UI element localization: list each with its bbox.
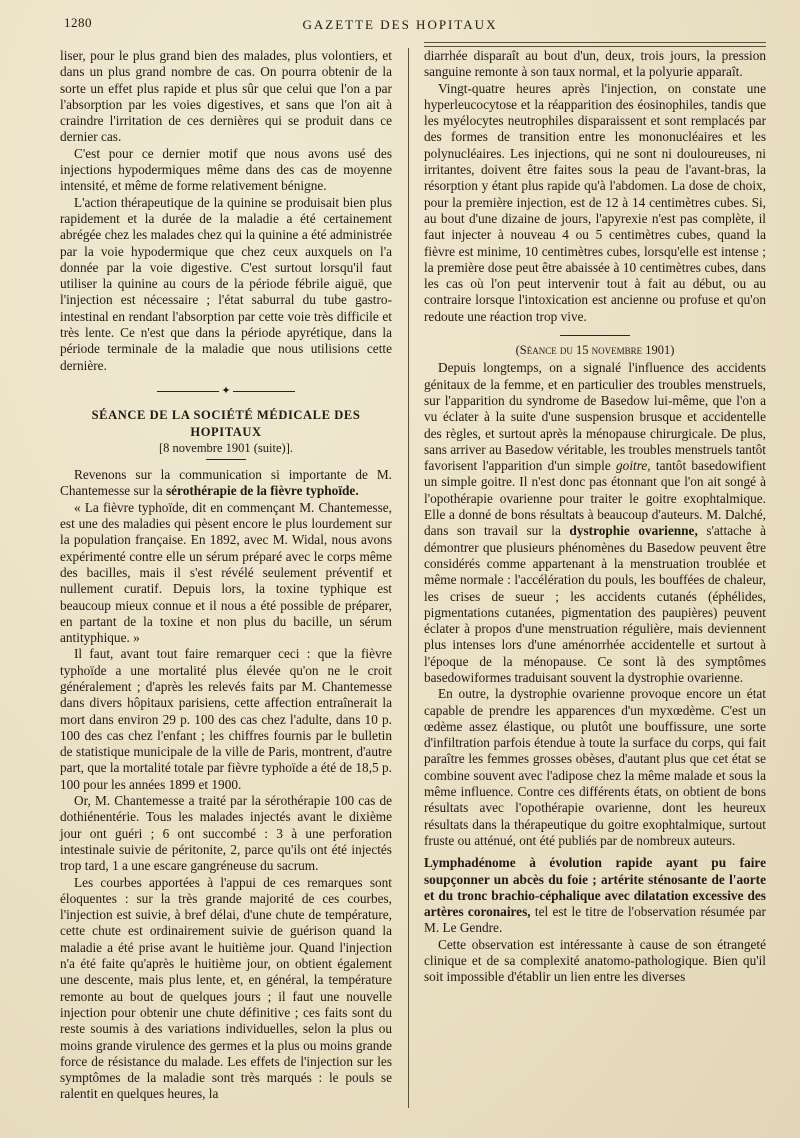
paragraph-text: s'attache à démontrer que plusieurs phénomènes du Basedow peuvent être considérés comme appartenant à la menstruation troublée et même normale : l'accélération du pouls, les bouffées de chaleur, les crises de sueur ; les accidents cutanés (éphélides, pigmentations cutanées, pigmentation des paupières) peuvent éclater à propos d'une menstruation régulière, mais deviennent plus intenses lors d'une aménorrhée accidentelle et surtout à l'époque de la ménopause. Ce sont là des symptômes basedowiformes traduisant souvent la dystrophie ovarienne. — [424, 523, 766, 685]
section-ornament: ✦ — [60, 383, 392, 399]
paragraph: diarrhée disparaît au bout d'un, deux, trois jours, la pression sanguine remonte à son taux normal, et la polyurie apparaît. — [424, 48, 766, 80]
topic-bold: Lymphadénome à évolution rapide ayant pu faire soupçonner un abcès du foie ; artérite sténosante de l'aorte et du tronc brachio-céphalique avec dilatation excessive des artères coronaires, — [424, 855, 766, 920]
paragraph: Cette observation est intéressante à cause de son étrangeté clinique et de sa complexité anatomo-pathologique. Bien qu'il soit impossible d'établir un lien entre les diverses — [424, 936, 766, 985]
paragraph: liser, pour le plus grand bien des malades, plus volontiers, et dans un plus grand nombre de cas. On pourra obtenir de la sorte un effet plus rapide et plus sûr que celui que l'on a par l'absorption par les voies digestives, et sans que l'on ait à craindre l'irritation de ces dernières qui se produit dans ce dernier cas. — [60, 48, 392, 145]
topic-bold: sérothérapie de la fièvre typhoïde. — [165, 483, 359, 499]
paragraph-text: tel est le titre de l'observation résumée par M. Le Gendre. — [424, 904, 766, 936]
short-rule — [206, 459, 246, 460]
paragraph — [424, 360, 766, 686]
page-number: 1280 — [64, 15, 92, 30]
paragraph-text: Revenons sur la communication si importante de M. Chantemesse sur la — [60, 467, 392, 499]
column-divider — [408, 48, 409, 1108]
paragraph: L'action thérapeutique de la quinine se produisait bien plus rapidement et la durée de la maladie a été certainement abrégée chez les malades chez qui la quinine a été administrée par la voie hypodermique que chez ceux auxquels on l'a donnée par la voie digestive. C'est surtout lorsqu'il faut utiliser la quinine au cours de la période fébrile aiguë, que l'injection est nécessaire ; l'état saburral du tube gastro-intestinal en rendant l'absorption par cette voie très difficile et très lente. Ce n'est que dans la période apyrétique, dans la période terminale de la maladie que nous utilisions cette dernière. — [60, 194, 392, 373]
topic-bold: dystrophie ovarienne, — [569, 523, 698, 539]
running-title: GAZETTE DES HOPITAUX — [302, 17, 498, 32]
paragraph: Vingt-quatre heures après l'injection, on constate une hyperleucocytose et la réapparition des éosinophiles, tandis que les myélocytes neutrophiles disparaissent et sont remplacés par des formes de transition entre les mononucléaires et les polynucléaires. Les injections, qui ne sont ni douloureuses, ni irritantes, doivent être faites sous la peau de l'avant-bras, la résorption y étant plus rapide qu'à l'abdomen. La dose de choix, pour la première injection, est de 12 à 14 centimètres cubes. Si, au bout d'une dizaine de jours, l'apyrexie n'est pas complète, il faut injecter à nouveau 4 ou 5 centimètres cubes, quand la fièvre est minime, 10 centimètres cubes, lorsqu'elle est intense ; la première dose peut être abaissée à 10 centimètres cubes, dans les cas où l'on peut intervenir tout à fait au début, ou au contraire lorsque l'intoxication est ancienne ou profuse et qu'on redoute une réaction trop vive. — [424, 80, 766, 324]
section-heading: SÉANCE DE LA SOCIÉTÉ MÉDICALE DES HOPITAUX — [91, 408, 361, 439]
section-date: (Séance du 15 novembre 1901) — [515, 343, 675, 358]
left-column — [60, 48, 392, 1103]
paragraph: Il faut, avant tout faire remarquer ceci : que la fièvre typhoïde a une mortalité plus élevée qu'on ne le croit généralement ; d'après les relevés faits par M. Chantemesse dans divers hôpitaux parisiens, cette affection entraînerait la mort dans environ 29 p. 100 des cas chez l'adulte, dans 10 p. 100 des cas chez l'enfant ; les chiffres fournis par le bulletin de statistique municipale de la ville de Paris, montrent, d'autre part, que la mortalité totale par fièvre typhoïde a été de 18,5 p. 100 pour les années 1899 et 1900. — [60, 646, 392, 792]
paragraph: « La fièvre typhoïde, dit en commençant M. Chantemesse, est une des maladies qui pèsent encore le plus lourdement sur la population française. En 1892, avec M. Widal, nous avons expérimenté contre elle un sérum préparé avec le corps même des bacilles, mais il s'est révélé seulement préventif et nullement curatif. Depuis lors, la toxine typhique est beaucoup mieux connue et il nous a été possible de préparer, en partant de la toxine et non plus du bacille, un sérum antityphique. » — [60, 499, 392, 646]
page-header — [0, 0, 800, 44]
top-rule-double — [424, 46, 766, 47]
paragraph: En outre, la dystrophie ovarienne provoque encore un état capable de prendre les apparences d'un myxœdème. C'est un œdème assez élastique, ou plutôt une bouffissure, une sorte d'infiltration parfois étendue à toute la surface du corps, qui fait paraître les femmes grosses obèses, d'autant plus que cet état se combine souvent avec l'adipose chez la même malade et sous la même influence. Contre ces différents états, on obtient de bons résultats avec l'opothérapie ovarienne, dont les heureux résultats dans la thérapeutique du goitre exophtalmique, surtout fruste ou atténué, ont été publiés par de nombreux auteurs. — [424, 686, 766, 848]
paragraph: C'est pour ce dernier motif que nous avons usé des injections hypodermiques même dans des cas de moyenne intensité, et même de forme relativement bénigne. — [60, 145, 392, 194]
top-rule — [424, 42, 766, 43]
italic-term: goitre, — [616, 458, 651, 474]
short-rule — [560, 335, 630, 336]
paragraph: Les courbes apportées à l'appui de ces remarques sont éloquentes : sur la très grande majorité de ces courbes, l'injection est suivie, à bref délai, d'une chute de température, cette chute est ordinairement suivie de guérison quand la maladie a été prise avant le huitième jour. Quand l'injection n'a été faite qu'après le huitième jour, on obtient également une descente, mais plus lente, et, en général, la température remonte au bout de quelques jours ; il faut une nouvelle injection pour obtenir une chute définitive ; ces faits sont du reste soumis à des variations individuelles, selon la plus ou moins grande virulence des germes et la plus ou moins grande force de résistance du malade. Les effets de l'injection sur les symptômes de la maladie sont très marqués : le pouls se ralentit en quelques heures, la — [60, 874, 392, 1102]
paragraph: Or, M. Chantemesse a traité par la sérothérapie 100 cas de dothiénentérie. Tous les malades injectés avant le dixième jour ont guéri ; 6 ont succombé : 3 à une perforation intestinale suivie de péritonite, 2, parce qu'ils ont été injectés trop tard, 1 a une escare gangréneuse du sacrum. — [60, 793, 392, 874]
paragraph-text: tantôt basedowifient un simple goitre. Il n'est donc pas étonnant que l'on ait songé à l'opothérapie ovarienne pour traiter le goitre exophtalmique. Elle a donné de bons résultats à beaucoup d'auteurs. M. Dalché, dans son travail sur la — [424, 458, 766, 539]
paragraph — [60, 467, 392, 500]
section-date: [8 novembre 1901 (suite)]. — [159, 440, 293, 455]
paragraph-text: Depuis longtemps, on a signalé l'influence des accidents génitaux de la femme, et en particulier des troubles menstruels, sur l'apparition du syndrome de Basedow lui-même, que l'on a vu éclater à la suite d'une suspension brusque et accidentelle des règles, et surtout après la ménopause chirurgicale. De plus, sans arriver au Basedow véritable, les troubles menstruels tantôt favorisent l'apparition d'un simple — [424, 360, 766, 474]
paragraph — [424, 855, 766, 936]
right-column — [424, 48, 766, 986]
